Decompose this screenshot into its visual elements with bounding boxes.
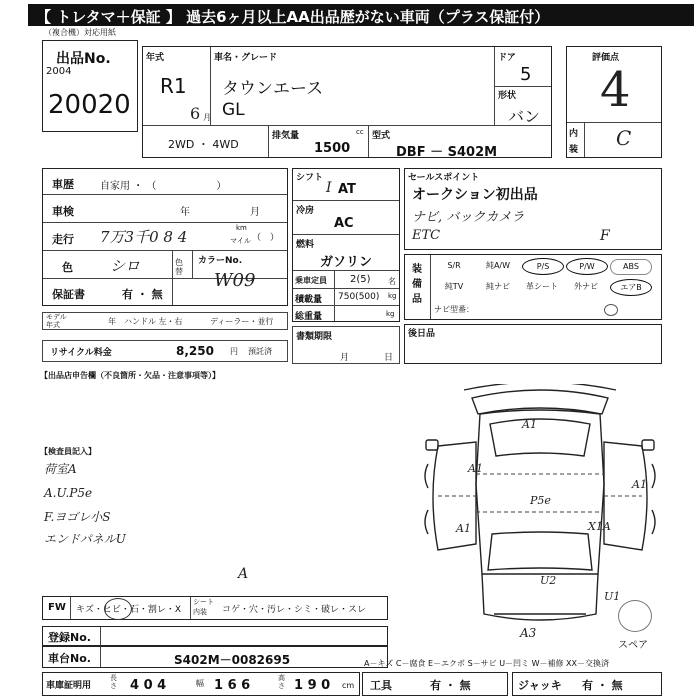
equip-tv: 純TV [444, 282, 464, 291]
load-unit: kg [388, 292, 397, 300]
equip-power-window: P/W [566, 258, 608, 275]
equip-leather: 革シート [526, 282, 558, 291]
weight-unit: kg [386, 310, 395, 318]
model-year-year: 年 [108, 317, 116, 326]
dims-hgt-label: 高さ [278, 674, 285, 690]
history-value: 自家用 ・ （ ） [100, 181, 227, 192]
mileage-unit-km: km [236, 224, 247, 232]
diag-mark-8: U1 [604, 590, 621, 603]
sales-headline: オークション初出品 [412, 187, 538, 203]
load-label: 積載量 [295, 295, 323, 305]
shift-prefix: I [326, 180, 332, 196]
body-type-label: 形状 [498, 91, 517, 101]
equip-circle-mark [604, 304, 618, 316]
inspector-line-4: エンドパネルU [44, 532, 126, 546]
diag-mark-4: P5e [530, 494, 551, 507]
diag-mark-9: A3 [520, 626, 537, 640]
displacement-label: 排気量 [272, 131, 300, 141]
dims-len-label: 長さ [110, 674, 117, 690]
diag-mark-7: U2 [540, 574, 557, 587]
lot-number: 20020 [48, 90, 131, 120]
year-era: R1 [160, 74, 187, 98]
ac-value: AC [334, 216, 354, 231]
equipment-label: 装備品 [412, 264, 422, 305]
sales-line-2: ETC [412, 228, 441, 243]
year-month: 6 [190, 104, 201, 123]
sales-line-1: ナビ, バックカメラ [412, 210, 525, 225]
color-code: W09 [214, 270, 256, 291]
model-code-value: DBF － S402M [396, 145, 498, 160]
fuel-label: 燃料 [296, 240, 315, 250]
model-year-handle: ハンドル 左・右 [124, 317, 183, 326]
fw-text: キズ・ヒビ・石・割レ・X [76, 605, 181, 615]
color-change-label: 色替 [175, 258, 183, 276]
diag-mark-6: X1A [588, 520, 611, 533]
diag-mark-2: A1 [468, 462, 483, 475]
damage-legend: A－キズ C－腐食 E－エクボ S－サビ U－凹ミ W－補修 XX－交換済 [364, 659, 610, 668]
dims-label: 車庫証明用 [46, 681, 92, 691]
history-label: 車歴 [52, 178, 74, 191]
inspector-line-1: 荷室A [44, 462, 77, 476]
equip-airbag: エアB [610, 279, 652, 296]
lot-sub: 2004 [46, 66, 72, 77]
equip-sunroof: S/R [447, 261, 461, 270]
year-month-unit: 月 [203, 113, 211, 122]
model-label: 車名・グレード [214, 53, 278, 63]
color-code-label: カラーNo. [198, 256, 243, 266]
warranty-value: 有 ・ 無 [122, 288, 163, 301]
sales-label: セールスポイント [408, 173, 480, 183]
warranty-label: 保証書 [52, 288, 85, 301]
model-name: タウンエース [222, 79, 324, 99]
drive-text: 2WD ・ 4WD [168, 138, 239, 151]
year-label: 年式 [146, 53, 165, 63]
model-code-label: 型式 [372, 131, 391, 141]
displacement-value: 1500 [314, 141, 351, 156]
chassis-label: 車台No. [48, 652, 91, 665]
top-note: （複合機）対応用紙 [44, 28, 116, 37]
equip-navi: 純ナビ [486, 282, 510, 291]
equip-nav-note: ナビ型番： [434, 305, 474, 314]
mileage-paren: （ ） [252, 233, 280, 243]
fw-interior-label: シート内装 [193, 598, 214, 616]
fw-circle-mark [104, 598, 132, 620]
score-label: 評価点 [592, 53, 620, 63]
dims-unit: cm [342, 681, 355, 690]
weight-label: 総重量 [295, 312, 323, 322]
doc-deadline-label: 書類期限 [296, 332, 333, 342]
jack-label: ジャッキ [518, 679, 562, 692]
recycle-label: リサイクル料金 [50, 348, 112, 358]
header-title: 【 トレタマ＋保証 】 過去6ヶ月以上AA出品歴がない車両（プラス保証付） [36, 8, 550, 26]
body-type-value: バン [508, 107, 541, 126]
recycle-unit: 円 [230, 347, 238, 356]
load-value: 750(500) [338, 292, 380, 302]
report-label: 【出品店申告欄（不良箇所・欠品・注意事項等）】 [40, 371, 220, 380]
tools-label: 工具 [370, 679, 392, 692]
shift-label: シフト [296, 173, 324, 183]
doc-deadline-month: 月 [340, 353, 350, 363]
model-year-label: モデル年式 [46, 313, 67, 329]
doc-deadline-day: 日 [384, 353, 394, 363]
doors-value: 5 [520, 64, 532, 85]
doors-label: ドア [498, 53, 516, 63]
score-value: 4 [600, 62, 631, 118]
recycle-note: 預託済 [248, 347, 272, 356]
ac-label: 冷房 [296, 206, 315, 216]
interior-label-2: 装 [569, 145, 579, 155]
spare-label: スペア [618, 640, 648, 651]
shift-value: AT [338, 182, 356, 197]
equip-power-steering: P/S [522, 258, 564, 275]
reg-no-row [42, 626, 388, 646]
dims-wid: 1 6 6 [214, 678, 251, 693]
mileage-label: 走行 [52, 233, 74, 246]
displacement-unit: cc [356, 128, 364, 136]
capacity-unit: 名 [388, 277, 396, 286]
dims-hgt: 1 9 0 [294, 678, 331, 693]
car-diagram [420, 384, 660, 640]
fw-label: FW [48, 602, 66, 613]
model-year-dealer: ディーラー・並行 [210, 317, 274, 326]
equip-abs: ABS [610, 259, 652, 275]
equip-alloy: 純A/W [485, 261, 511, 270]
inspector-line-3: F.ヨゴレ小S [44, 510, 111, 524]
capacity-value: 2(5) [350, 274, 371, 285]
color-value: シロ [110, 257, 141, 275]
model-grade: GL [222, 100, 245, 120]
dims-wid-label: 幅 [196, 679, 204, 688]
jack-value: 有 ・ 無 [582, 679, 623, 692]
chassis-value: S402M－0082695 [174, 653, 291, 667]
dims-len: 4 0 4 [130, 678, 167, 693]
inspection-label: 車検 [52, 205, 74, 218]
interior-label-1: 内 [569, 129, 579, 139]
tools-value: 有 ・ 無 [430, 679, 471, 692]
post-equip-label: 後日品 [408, 329, 436, 339]
fw-interior-text: コゲ・穴・汚レ・シミ・破レ・スレ [222, 605, 367, 615]
diag-mark-3: A1 [632, 478, 647, 491]
spare-tire-icon [618, 600, 652, 632]
equip-mark-f: F [600, 228, 610, 244]
diag-mark-1: A1 [522, 418, 537, 431]
inspector-label: 【検査員記入】 [40, 447, 96, 456]
mileage-value: 7万3千0 8 4 [100, 228, 188, 246]
mileage-unit-mile: マイル [230, 237, 251, 245]
capacity-label: 乗車定員 [295, 276, 327, 285]
fuel-value: ガソリン [320, 255, 373, 270]
diag-mark-5: A1 [456, 522, 471, 535]
reg-no-label: 登録No. [48, 631, 91, 644]
inspection-year: 年 [180, 207, 190, 218]
color-label: 色 [62, 261, 73, 274]
recycle-value: 8,250 [176, 344, 214, 358]
inspector-line-2: A.U.P5e [44, 486, 93, 500]
inspection-month: 月 [250, 207, 260, 218]
post-equip-box [404, 324, 662, 364]
lot-label: 出品No. [56, 51, 111, 67]
fw-mark: A [238, 566, 249, 582]
interior-value: C [616, 126, 632, 150]
equip-ext-navi: 外ナビ [574, 282, 598, 291]
